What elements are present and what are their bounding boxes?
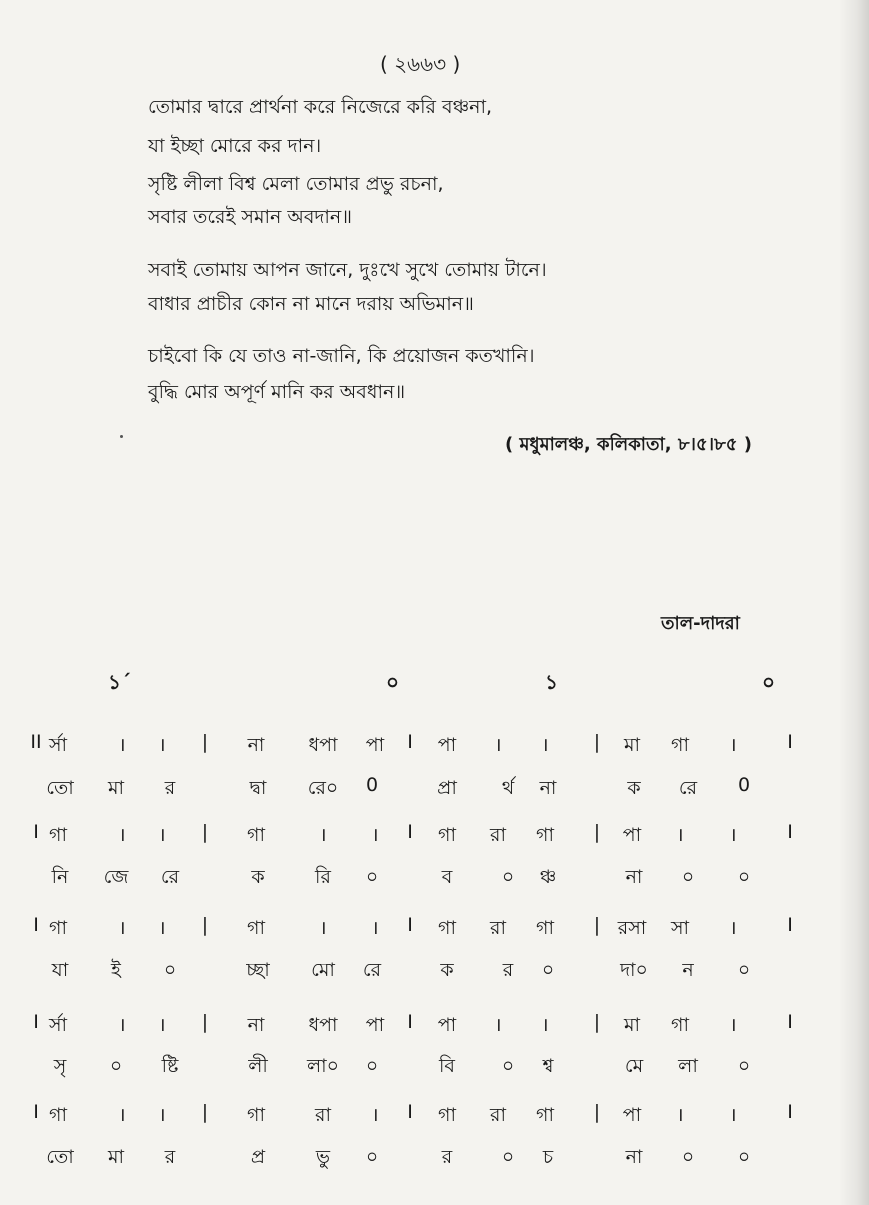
bani-cell: দ্বা: [249, 777, 267, 799]
beat-marker: ০: [762, 670, 776, 694]
swara-cell: ধপা: [308, 734, 338, 756]
bani-cell: না: [625, 1146, 643, 1168]
swara-cell: I: [407, 914, 413, 936]
bani-cell: ০: [681, 866, 695, 888]
swara-cell: ।: [676, 1104, 684, 1126]
bani-cell: ষ্টি: [161, 1055, 179, 1077]
swara-cell: I: [787, 914, 793, 936]
bani-cell: তো: [46, 777, 74, 799]
swara-cell: গা: [671, 734, 689, 756]
swara-cell: গা: [536, 824, 554, 846]
bani-cell: লী: [248, 1055, 268, 1077]
bani-cell: ই: [111, 959, 121, 981]
bani-cell: রে: [678, 777, 698, 799]
bani-cell: র: [164, 1146, 176, 1168]
swara-cell: I: [407, 1011, 413, 1033]
swara-cell: গা: [536, 917, 554, 939]
swara-cell: II: [30, 731, 42, 753]
bani-cell: লা: [678, 1055, 698, 1077]
bani-cell: র: [502, 959, 514, 981]
page-number: ( ২৬৬৩ ): [380, 52, 461, 76]
swara-cell: |: [201, 1101, 209, 1123]
swara-cell: ।: [371, 824, 379, 846]
speck-mark: [120, 435, 123, 438]
bani-cell: চ: [542, 1146, 554, 1168]
swara-cell: I: [33, 914, 39, 936]
swara-cell: গা: [49, 824, 67, 846]
bani-cell: রি: [315, 866, 331, 888]
bani-cell: নি: [51, 866, 69, 888]
swara-cell: ।: [158, 824, 166, 846]
swara-cell: |: [201, 821, 209, 843]
swara-cell: |: [593, 1011, 601, 1033]
swara-cell: পা: [365, 1014, 385, 1036]
swara-cell: না: [247, 1014, 265, 1036]
swara-cell: |: [201, 914, 209, 936]
lyric-line: তোমার দ্বারে প্রার্থনা করে নিজেরে করি বঞ্চনা,: [148, 96, 493, 118]
bani-cell: র্থ: [501, 777, 515, 799]
swara-cell: I: [787, 1101, 793, 1123]
swara-cell: রা: [490, 917, 506, 939]
beat-marker: ১´: [108, 670, 131, 694]
swara-cell: পা: [365, 734, 385, 756]
swara-cell: ।: [118, 917, 126, 939]
swara-cell: ।: [158, 1104, 166, 1126]
swara-cell: I: [33, 1011, 39, 1033]
bani-cell: মা: [107, 777, 125, 799]
bani-cell: ০: [501, 1055, 515, 1077]
swara-cell: ।: [729, 734, 737, 756]
bani-cell: রে: [362, 959, 382, 981]
swara-cell: গা: [247, 1104, 265, 1126]
swara-cell: ।: [319, 917, 327, 939]
lyric-line: বুদ্ধি মোর অপূর্ণ মানি কর অবধান॥: [148, 381, 406, 403]
swara-cell: ।: [729, 917, 737, 939]
swara-cell: ।: [729, 1104, 737, 1126]
bani-cell: দা০: [620, 959, 648, 981]
source-citation: ( মধুমালঞ্চ, কলিকাতা, ৮।৫।৮৫ ): [505, 434, 752, 455]
bani-cell: প্রা: [437, 777, 457, 799]
bani-cell: ০: [365, 1146, 379, 1168]
book-gutter-shadow: [839, 0, 869, 1205]
bani-cell: র: [164, 777, 176, 799]
bani-cell: ক: [440, 959, 454, 981]
swara-cell: |: [593, 1101, 601, 1123]
swara-cell: I: [407, 731, 413, 753]
bani-cell: সৃ: [53, 1055, 67, 1077]
swara-cell: ।: [541, 1014, 549, 1036]
swara-cell: সা: [670, 917, 690, 939]
swara-cell: ।: [158, 734, 166, 756]
swara-cell: I: [787, 1011, 793, 1033]
swara-cell: র্সা: [48, 1014, 68, 1036]
swara-cell: রা: [490, 824, 506, 846]
bani-cell: যা: [51, 959, 69, 981]
bani-cell: ০: [737, 959, 751, 981]
swara-cell: পা: [437, 1014, 457, 1036]
swara-cell: ।: [729, 824, 737, 846]
swara-cell: |: [593, 821, 601, 843]
swara-cell: গা: [247, 917, 265, 939]
lyric-line: যা ইচ্ছা মোরে কর দান।: [148, 135, 322, 157]
swara-cell: ।: [371, 917, 379, 939]
bani-cell: ০: [365, 866, 379, 888]
swara-cell: ।: [158, 917, 166, 939]
swara-cell: পা: [622, 1104, 642, 1126]
swara-cell: ।: [118, 1104, 126, 1126]
swara-cell: রসা: [617, 917, 647, 939]
bani-cell: বি: [438, 1055, 456, 1077]
swara-cell: গা: [671, 1014, 689, 1036]
swara-cell: ।: [729, 1014, 737, 1036]
swara-cell: মা: [623, 734, 641, 756]
swara-cell: I: [787, 821, 793, 843]
swara-cell: গা: [438, 824, 456, 846]
swara-cell: ।: [541, 734, 549, 756]
bani-cell: ০: [501, 1146, 515, 1168]
bani-cell: ০: [365, 1055, 379, 1077]
beat-marker: ১: [545, 670, 558, 694]
bani-cell: 0: [737, 774, 751, 796]
lyric-line: সৃষ্টি লীলা বিশ্ব মেলা তোমার প্রভু রচনা,: [148, 173, 444, 195]
bani-cell: রে০: [307, 777, 339, 799]
swara-cell: র্সা: [48, 734, 68, 756]
bani-cell: ব: [441, 866, 453, 888]
swara-cell: গা: [49, 917, 67, 939]
swara-cell: পা: [437, 734, 457, 756]
swara-cell: ধপা: [308, 1014, 338, 1036]
bani-cell: ন: [682, 959, 694, 981]
bani-cell: ০: [109, 1055, 123, 1077]
bani-cell: ০: [541, 959, 555, 981]
lyric-line: বাধার প্রাচীর কোন না মানে দরায় অভিমান॥: [148, 293, 474, 315]
bani-cell: না: [625, 866, 643, 888]
bani-cell: ০: [737, 866, 751, 888]
bani-cell: 0: [365, 774, 379, 796]
bani-cell: ক: [251, 866, 265, 888]
swara-cell: গা: [536, 1104, 554, 1126]
swara-cell: ।: [118, 734, 126, 756]
bani-cell: ০: [501, 866, 515, 888]
bani-cell: র: [441, 1146, 453, 1168]
bani-cell: ০: [681, 1146, 695, 1168]
swara-cell: না: [247, 734, 265, 756]
bani-cell: মা: [107, 1146, 125, 1168]
bani-cell: ০: [163, 959, 177, 981]
swara-cell: I: [407, 1101, 413, 1123]
bani-cell: প্র: [250, 1146, 266, 1168]
bani-cell: মে: [624, 1055, 644, 1077]
swara-cell: গা: [438, 1104, 456, 1126]
bani-cell: তো: [46, 1146, 74, 1168]
swara-cell: ।: [371, 1104, 379, 1126]
bani-cell: মো: [311, 959, 335, 981]
bani-cell: ঞ্চ: [539, 866, 557, 888]
swara-cell: মা: [623, 1014, 641, 1036]
swara-cell: I: [33, 821, 39, 843]
swara-cell: ।: [158, 1014, 166, 1036]
bani-cell: ০: [737, 1055, 751, 1077]
swara-cell: গা: [247, 824, 265, 846]
bani-cell: না: [539, 777, 557, 799]
swara-cell: রা: [490, 1104, 506, 1126]
bani-cell: লা০: [306, 1055, 340, 1077]
swara-cell: ।: [494, 734, 502, 756]
swara-cell: ।: [319, 824, 327, 846]
bani-cell: রে: [160, 866, 180, 888]
lyric-line: সবাই তোমায় আপন জানে, দুঃখে সুখে তোমায় টানে।: [148, 259, 547, 281]
taal-label: তাল-দাদরা: [661, 613, 740, 634]
swara-cell: পা: [622, 824, 642, 846]
bani-cell: ক: [627, 777, 641, 799]
bani-cell: শ্ব: [542, 1055, 554, 1077]
swara-cell: |: [593, 914, 601, 936]
bani-cell: ০: [737, 1146, 751, 1168]
swara-cell: I: [33, 1101, 39, 1123]
bani-cell: জে: [103, 866, 129, 888]
swara-cell: |: [201, 731, 209, 753]
beat-marker: ০: [386, 670, 400, 694]
swara-cell: I: [407, 821, 413, 843]
swara-cell: গা: [49, 1104, 67, 1126]
swara-cell: ।: [118, 1014, 126, 1036]
swara-cell: গা: [438, 917, 456, 939]
swara-cell: ।: [676, 824, 684, 846]
swara-cell: |: [201, 1011, 209, 1033]
swara-cell: |: [593, 731, 601, 753]
swara-cell: রা: [315, 1104, 331, 1126]
swara-cell: I: [787, 731, 793, 753]
lyric-line: সবার তরেই সমান অবদান॥: [148, 206, 352, 228]
swara-cell: ।: [118, 824, 126, 846]
swara-cell: ।: [494, 1014, 502, 1036]
lyric-line: চাইবো কি যে তাও না-জানি, কি প্রয়োজন কতখানি।: [148, 345, 535, 367]
bani-cell: ভু: [315, 1146, 331, 1168]
bani-cell: চ্ছা: [246, 959, 270, 981]
